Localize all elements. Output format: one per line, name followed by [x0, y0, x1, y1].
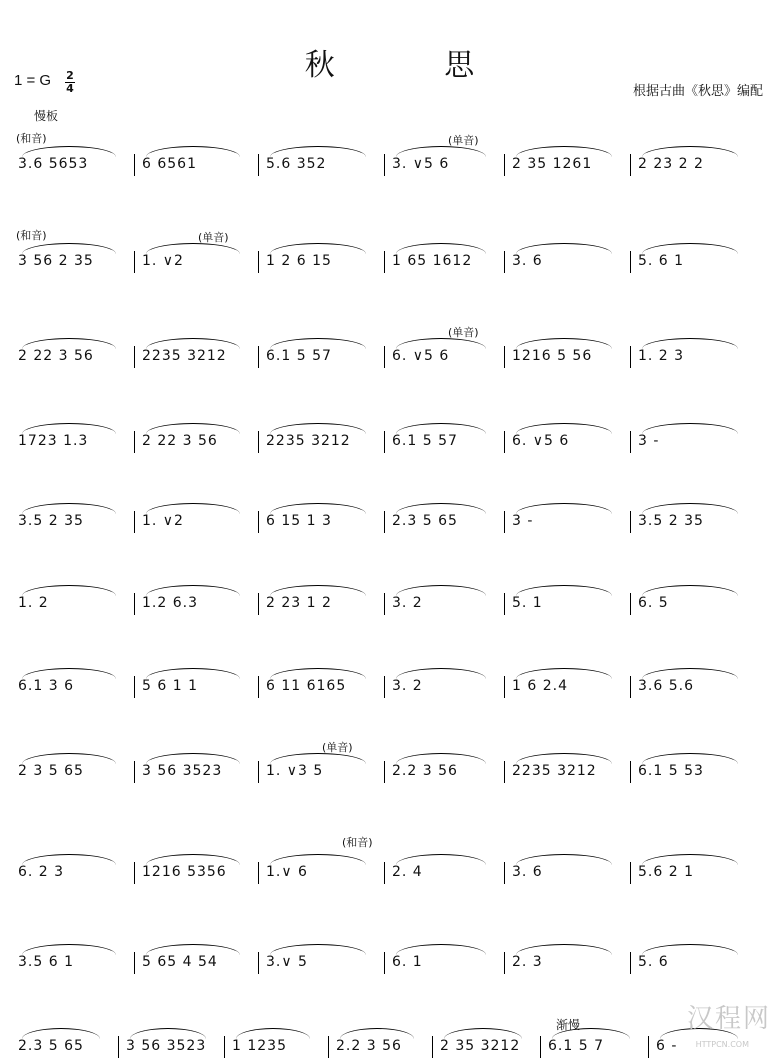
bar-line [630, 761, 631, 783]
phrase-slur [516, 503, 612, 514]
phrase-slur [22, 146, 116, 157]
bar-line [134, 154, 135, 176]
bar-line [258, 593, 259, 615]
phrase-slur [516, 243, 612, 254]
measure: 3. 2 [392, 595, 423, 611]
bar-line [504, 761, 505, 783]
key-signature: 1 = G [14, 72, 52, 89]
measure: 1. ∨2 [142, 513, 184, 529]
phrase-slur [516, 668, 612, 679]
bar-line [384, 251, 385, 273]
measure: 6. 2 3 [18, 864, 65, 880]
measure: 6. 1 [392, 954, 423, 970]
measure: 6. 5 [638, 595, 669, 611]
measure: 3.5 2 35 [638, 513, 704, 529]
time-signature [64, 70, 76, 95]
phrase-slur [516, 944, 612, 955]
measure: 2.3 5 65 [392, 513, 458, 529]
phrase-slur [146, 503, 240, 514]
time-signature-top: 2 [66, 69, 74, 82]
bar-line [630, 431, 631, 453]
single-note-label: (单音) [448, 326, 479, 339]
measure: 5 6 1 1 [142, 678, 198, 694]
bar-line [384, 511, 385, 533]
bar-line [504, 511, 505, 533]
bar-line [134, 862, 135, 884]
bar-line [648, 1036, 649, 1058]
measure: 1723 1.3 [18, 433, 89, 449]
phrase-slur [146, 944, 240, 955]
measure: 1 6 2.4 [512, 678, 568, 694]
phrase-slur [642, 146, 738, 157]
measure: 2. 3 [512, 954, 543, 970]
measure: 3 56 3523 [126, 1038, 207, 1054]
phrase-slur [146, 753, 240, 764]
bar-line [258, 346, 259, 368]
phrase-slur [444, 1028, 522, 1039]
measure: 2. 4 [392, 864, 423, 880]
measure: 6.1 5 7 [548, 1038, 604, 1054]
phrase-slur [22, 753, 116, 764]
bar-line [134, 511, 135, 533]
measure: 3. 6 [512, 864, 543, 880]
bar-line [258, 431, 259, 453]
bar-line [258, 251, 259, 273]
phrase-slur [22, 944, 116, 955]
time-signature-bottom: 4 [66, 82, 74, 95]
measure: 2.3 5 65 [18, 1038, 84, 1054]
phrase-slur [146, 585, 240, 596]
bar-line [384, 431, 385, 453]
phrase-slur [516, 753, 612, 764]
bar-line [134, 676, 135, 698]
measure: 1.2 6.3 [142, 595, 198, 611]
phrase-slur [642, 585, 738, 596]
bar-line [258, 511, 259, 533]
bar-line [118, 1036, 119, 1058]
bar-line [540, 1036, 541, 1058]
phrase-slur [642, 423, 738, 434]
watermark-url: HTTPCN.COM [695, 1040, 749, 1049]
measure: 1 65 1612 [392, 253, 473, 269]
measure: 1.∨ 6 [266, 864, 308, 880]
phrase-slur [642, 243, 738, 254]
measure: 6.1 3 6 [18, 678, 74, 694]
single-note-label: (单音) [198, 231, 229, 244]
bar-line [384, 952, 385, 974]
measure: 6.1 5 53 [638, 763, 704, 779]
measure: 3.5 6 1 [18, 954, 74, 970]
bar-line [504, 952, 505, 974]
phrase-slur [396, 944, 486, 955]
bar-line [384, 154, 385, 176]
bar-line [134, 431, 135, 453]
measure: 2 3 5 65 [18, 763, 84, 779]
phrase-slur [516, 423, 612, 434]
phrase-slur [146, 338, 240, 349]
phrase-slur [146, 423, 240, 434]
measure: 3. ∨5 6 [392, 156, 450, 172]
bar-line [432, 1036, 433, 1058]
measure: 1216 5 56 [512, 348, 593, 364]
watermark-logo: 汉程网 [686, 1004, 771, 1034]
phrase-slur [340, 1028, 414, 1039]
measure: 3.6 5.6 [638, 678, 694, 694]
phrase-slur [270, 668, 366, 679]
phrase-slur [642, 753, 738, 764]
phrase-slur [22, 585, 116, 596]
bar-line [504, 676, 505, 698]
measure: 1 1235 [232, 1038, 287, 1054]
bar-line [134, 952, 135, 974]
measure: 1. 2 [18, 595, 49, 611]
phrase-slur [516, 585, 612, 596]
measure: 6 - [656, 1038, 678, 1054]
bar-line [134, 251, 135, 273]
phrase-slur [270, 338, 366, 349]
measure: 5.6 352 [266, 156, 327, 172]
single-note-label: (单音) [322, 741, 353, 754]
measure: 1216 5356 [142, 864, 227, 880]
bar-line [258, 862, 259, 884]
measure: 5. 6 [638, 954, 669, 970]
phrase-slur [396, 854, 486, 865]
measure: 3 - [638, 433, 660, 449]
measure: 3. 2 [392, 678, 423, 694]
measure: 2.2 3 56 [336, 1038, 402, 1054]
phrase-slur [642, 944, 738, 955]
bar-line [504, 431, 505, 453]
phrase-slur [270, 243, 366, 254]
phrase-slur [642, 338, 738, 349]
measure: 1. 2 3 [638, 348, 685, 364]
measure: 2235 3212 [266, 433, 351, 449]
measure: 3.∨ 5 [266, 954, 308, 970]
measure: 6 15 1 3 [266, 513, 332, 529]
measure: 3 - [512, 513, 534, 529]
bar-line [504, 346, 505, 368]
phrase-slur [22, 854, 116, 865]
bar-line [630, 862, 631, 884]
measure: 1. ∨3 5 [266, 763, 324, 779]
bar-line [384, 862, 385, 884]
measure: 6. ∨5 6 [512, 433, 570, 449]
measure: 3.5 2 35 [18, 513, 84, 529]
bar-line [258, 952, 259, 974]
phrase-slur [516, 146, 612, 157]
phrase-slur [146, 668, 240, 679]
measure: 3.6 5653 [18, 156, 89, 172]
measure: 2 23 2 2 [638, 156, 704, 172]
bar-line [630, 346, 631, 368]
bar-line [504, 862, 505, 884]
phrase-slur [396, 585, 486, 596]
measure: 5.6 2 1 [638, 864, 694, 880]
measure: 6. ∨5 6 [392, 348, 450, 364]
phrase-slur [270, 854, 366, 865]
measure: 6.1 5 57 [392, 433, 458, 449]
phrase-slur [22, 503, 116, 514]
measure: 3 56 3523 [142, 763, 223, 779]
bar-line [258, 761, 259, 783]
phrase-slur [642, 668, 738, 679]
measure: 5. 6 1 [638, 253, 685, 269]
phrase-slur [396, 668, 486, 679]
phrase-slur [146, 146, 240, 157]
bar-line [630, 511, 631, 533]
phrase-slur [22, 668, 116, 679]
bar-line [384, 593, 385, 615]
measure: 1. ∨2 [142, 253, 184, 269]
bar-line [134, 761, 135, 783]
measure: 5 65 4 54 [142, 954, 218, 970]
phrase-slur [516, 338, 612, 349]
bar-line [258, 154, 259, 176]
measure: 3 56 2 35 [18, 253, 94, 269]
tempo-marking: 慢板 [34, 109, 59, 123]
phrase-slur [22, 338, 116, 349]
bar-line [384, 761, 385, 783]
measure: 6 6561 [142, 156, 197, 172]
phrase-slur [396, 503, 486, 514]
phrase-slur [22, 1028, 100, 1039]
ending-tempo-marking: 渐慢 [556, 1018, 581, 1032]
measure: 2235 3212 [512, 763, 597, 779]
measure: 3. 6 [512, 253, 543, 269]
bar-line [504, 251, 505, 273]
phrase-slur [396, 423, 486, 434]
phrase-slur [130, 1028, 206, 1039]
measure: 2 35 1261 [512, 156, 593, 172]
measure: 6 11 6165 [266, 678, 347, 694]
measure: 1 2 6 15 [266, 253, 332, 269]
bar-line [504, 593, 505, 615]
measure: 2 23 1 2 [266, 595, 332, 611]
bar-line [134, 346, 135, 368]
phrase-slur [22, 243, 116, 254]
phrase-slur [642, 503, 738, 514]
measure: 2 35 3212 [440, 1038, 521, 1054]
bar-line [134, 593, 135, 615]
measure: 2 22 3 56 [142, 433, 218, 449]
phrase-slur [270, 503, 366, 514]
measure: 6.1 5 57 [266, 348, 332, 364]
bar-line [384, 346, 385, 368]
phrase-slur [270, 944, 366, 955]
phrase-slur [146, 854, 240, 865]
phrase-slur [236, 1028, 310, 1039]
phrase-slur [642, 854, 738, 865]
phrase-slur [270, 146, 366, 157]
bar-line [328, 1036, 329, 1058]
bar-line [630, 154, 631, 176]
phrase-slur [270, 423, 366, 434]
harmonic-label: (和音) [342, 836, 373, 849]
measure: 2.2 3 56 [392, 763, 458, 779]
bar-line [384, 676, 385, 698]
phrase-slur [270, 585, 366, 596]
measure: 2235 3212 [142, 348, 227, 364]
bar-line [630, 952, 631, 974]
bar-line [258, 676, 259, 698]
single-note-label: (单音) [448, 134, 479, 147]
arranger-credit: 根据古曲《秋思》编配 [632, 84, 763, 99]
phrase-slur [22, 423, 116, 434]
phrase-slur [396, 753, 486, 764]
bar-line [504, 154, 505, 176]
measure: 2 22 3 56 [18, 348, 94, 364]
phrase-slur [516, 854, 612, 865]
bar-line [630, 676, 631, 698]
page-title: 秋 思 [304, 48, 525, 83]
bar-line [630, 593, 631, 615]
harmonic-label: (和音) [16, 229, 47, 242]
phrase-slur [396, 243, 486, 254]
harmonic-label: (和音) [16, 132, 47, 145]
bar-line [224, 1036, 225, 1058]
bar-line [630, 251, 631, 273]
measure: 5. 1 [512, 595, 543, 611]
